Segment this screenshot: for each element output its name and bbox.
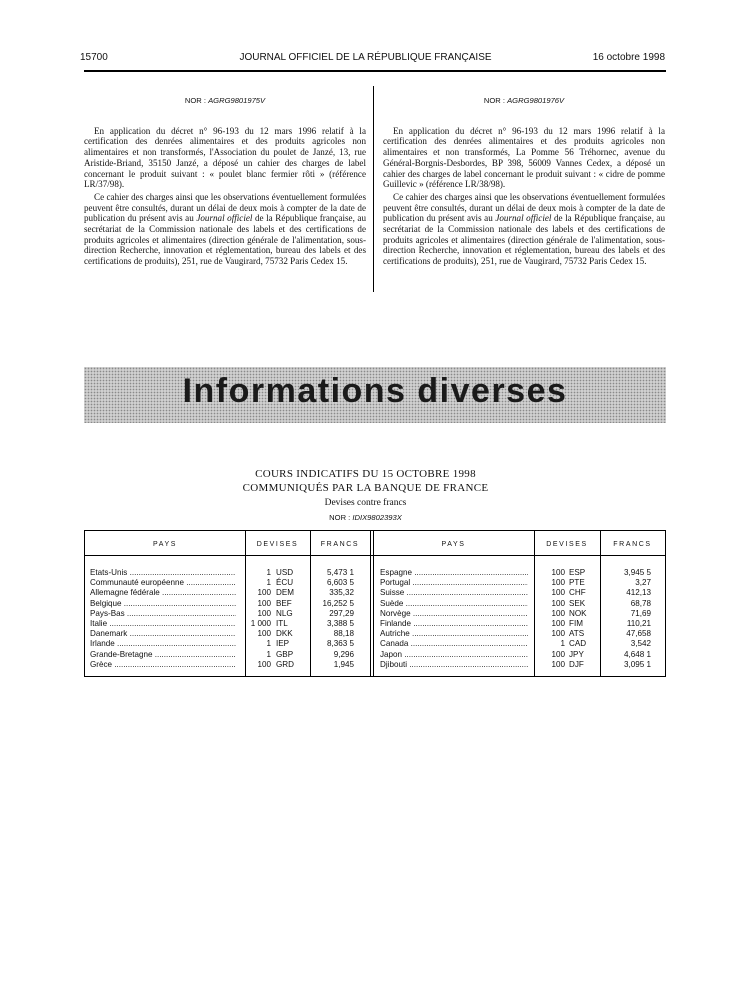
table-row	[85, 609, 370, 619]
francs-cell: 16,252 5	[322, 598, 354, 608]
nor-reference: NOR : AGRG9801976V	[483, 96, 565, 105]
quantity-cell: 1	[266, 639, 271, 649]
quantity-cell: 100	[257, 598, 271, 608]
quantity-cell: 100	[551, 598, 565, 608]
quantity-cell: 100	[551, 649, 565, 659]
table-row	[85, 660, 370, 670]
currency-code-cell: DJF	[569, 659, 584, 669]
table-row	[85, 629, 370, 639]
rates-subtitle: Devises contre francs	[324, 498, 407, 508]
notice-left	[84, 96, 366, 269]
table-row	[373, 650, 665, 660]
quantity-cell: 1 000	[250, 618, 271, 628]
issue-date: 16 octobre 1998	[592, 52, 665, 63]
nor-reference: NOR : IDIX9802393X	[329, 513, 402, 522]
currency-code-cell: FIM	[569, 618, 583, 628]
header-devises: DEVISES	[546, 541, 588, 548]
francs-cell: 335,32	[329, 588, 354, 598]
country-cell: Danemark .....	[90, 629, 236, 639]
currency-code-cell: CAD	[569, 639, 587, 649]
quantity-cell: 100	[257, 659, 271, 669]
table-row	[373, 619, 665, 629]
country-cell: Norvège .....	[380, 609, 528, 619]
notice-paragraph: En application du décret n° 96-193 du 12 mars 1996 relatif à la certification des denrées alimentaires et des produits agricoles non alimentaires et non transformés, l'Association du poulet de Janzé, 13, rue Aristide-Briand, 35150 Janzé, a déposé un cahier des charges de label concernant le produit suivant : « poulet blanc fermier rôti » (référence LR/37/98).	[84, 125, 366, 190]
currency-code-cell: ÉCU	[276, 578, 294, 588]
currency-code-cell: JPY	[569, 649, 584, 659]
francs-cell: 1,945	[333, 659, 354, 669]
quantity-cell: 100	[551, 659, 565, 669]
quantity-cell: 100	[257, 629, 271, 639]
francs-cell: 8,363 5	[326, 639, 354, 649]
currency-code-cell: SEK	[569, 598, 586, 608]
country-cell: Espagne .....	[380, 568, 528, 578]
header-francs: FRANCS	[320, 541, 360, 548]
notice-paragraph: En application du décret n° 96-193 du 12 mars 1996 relatif à la certification des denrées alimentaires et des produits agricoles non alimentaires et non transformés, La Pomme 56 Tréhornec, avenue du Général-Borgnis-Desbordes, BP 398, 56009 Vannes Cedex, a déposé un cahier des charges de label concernant le produit suivant : « cidre de pomme Guillevic » (référence LR/38/98).	[383, 125, 665, 190]
francs-cell: 3,095 1	[623, 659, 651, 669]
francs-cell: 3,388 5	[326, 618, 354, 628]
country-cell: Irlande .....	[90, 639, 236, 649]
section-banner	[84, 367, 666, 423]
country-cell: Portugal .....	[380, 578, 528, 588]
country-cell: Djibouti .....	[380, 660, 528, 670]
francs-cell: 412,13	[626, 588, 651, 598]
table-row	[85, 619, 370, 629]
rates-title-line1: COURS INDICATIFS DU 15 OCTOBRE 1998	[255, 468, 476, 480]
country-cell: Canada .....	[380, 639, 528, 649]
francs-cell: 3,945 5	[623, 568, 651, 577]
country-cell: Grande-Bretagne .....	[90, 650, 236, 660]
quantity-cell: 100	[551, 588, 565, 598]
notice-right	[383, 96, 665, 269]
header-rule	[84, 70, 666, 72]
quantity-cell: 100	[551, 578, 565, 588]
country-cell: Suède .....	[380, 599, 528, 609]
currency-code-cell: NOK	[569, 608, 587, 618]
francs-cell: 297,29	[329, 608, 354, 618]
country-cell: Etats-Unis .....	[90, 568, 236, 578]
rates-rows-left	[85, 568, 370, 670]
currency-code-cell: DEM	[276, 588, 294, 598]
table-row	[85, 650, 370, 660]
country-cell: Belgique .....	[90, 599, 236, 609]
francs-cell: 4,648 1	[623, 649, 651, 659]
table-row	[85, 639, 370, 649]
currency-code-cell: ESP	[569, 568, 586, 577]
table-row	[85, 568, 370, 578]
francs-cell: 68,78	[630, 598, 651, 608]
currency-code-cell: ITL	[276, 618, 288, 628]
column-divider	[373, 86, 374, 292]
nor-reference: NOR : AGRG9801975V	[184, 96, 266, 105]
quantity-cell: 1	[560, 639, 565, 649]
francs-cell: 5,473 1	[326, 568, 354, 577]
rates-rows-right	[373, 568, 665, 670]
quantity-cell: 100	[257, 588, 271, 598]
table-row	[373, 578, 665, 588]
rates-title-line2: COMMUNIQUÉS PAR LA BANQUE DE FRANCE	[242, 482, 489, 494]
currency-code-cell: USD	[276, 568, 294, 577]
table-row	[85, 588, 370, 598]
francs-cell: 110,21	[626, 618, 651, 628]
currency-code-cell: BEF	[276, 598, 292, 608]
francs-cell: 88,18	[333, 629, 354, 639]
table-row	[373, 568, 665, 578]
currency-code-cell: ATS	[569, 629, 585, 639]
banner-title: Informations diverses	[182, 372, 568, 410]
country-cell: Autriche .....	[380, 629, 528, 639]
table-row	[373, 588, 665, 598]
table-row	[373, 639, 665, 649]
quantity-cell: 100	[551, 629, 565, 639]
currency-code-cell: GBP	[276, 649, 294, 659]
country-cell: Finlande .....	[380, 619, 528, 629]
table-header-rule	[85, 555, 665, 556]
country-cell: Pays-Bas .....	[90, 609, 236, 619]
notice-paragraph: Ce cahier des charges ainsi que les observations éventuellement formulées peuvent être consultés, durant un délai de deux mois à compter de la date de publication du présent avis au Journal officiel de la République française, au secrétariat de la Commission nationale des labels et des certifications de produits agricoles et alimentaires (direction générale de l'alimentation, sous-direction Recherche, innovation et réglementation, bureau des labels et des certifications de produits), 251, rue de Vaugirard, 75732 Paris Cedex 15.	[84, 191, 366, 267]
quantity-cell: 100	[551, 608, 565, 618]
header-pays: PAYS	[441, 541, 466, 548]
country-cell: Grèce .....	[90, 660, 236, 670]
quantity-cell: 1	[266, 578, 271, 588]
currency-code-cell: NLG	[276, 608, 293, 618]
notice-paragraph: Ce cahier des charges ainsi que les observations éventuellement formulées peuvent être consultés, durant un délai de deux mois à compter de la date de publication du présent avis au Journal officiel de la République française, au secrétariat de la Commission nationale des labels et des certifications de produits agricoles et alimentaires (direction générale de l'alimentation, sous-direction Recherche, innovation et réglementation, bureau des labels et des certifications de produits), 251, rue de Vaugirard, 75732 Paris Cedex 15.	[383, 191, 665, 267]
quantity-cell: 100	[257, 608, 271, 618]
quantity-cell: 100	[551, 568, 565, 577]
header-pays: PAYS	[152, 541, 178, 548]
francs-cell: 9,296	[333, 649, 354, 659]
francs-cell: 3,27	[635, 578, 651, 588]
table-row	[373, 629, 665, 639]
journal-title: JOURNAL OFFICIEL DE LA RÉPUBLIQUE FRANÇAISE	[239, 52, 492, 63]
currency-code-cell: IEP	[276, 639, 290, 649]
currency-code-cell: GRD	[276, 659, 294, 669]
table-row	[373, 660, 665, 670]
francs-cell: 47,658	[626, 629, 651, 639]
header-devises: DEVISES	[256, 541, 299, 548]
country-cell: Communauté européenne .....	[90, 578, 236, 588]
country-cell: Allemagne fédérale .....	[90, 588, 236, 598]
country-cell: Italie .....	[90, 619, 236, 629]
quantity-cell: 100	[551, 618, 565, 628]
table-row	[85, 599, 370, 609]
francs-cell: 3,542	[630, 639, 651, 649]
table-row	[373, 599, 665, 609]
table-row	[85, 578, 370, 588]
page-number: 15700	[80, 52, 108, 63]
currency-code-cell: PTE	[569, 578, 585, 588]
table-row	[373, 609, 665, 619]
francs-cell: 71,69	[630, 608, 651, 618]
currency-code-cell: DKK	[276, 629, 293, 639]
currency-code-cell: CHF	[569, 588, 586, 598]
country-cell: Japon .....	[380, 650, 528, 660]
country-cell: Suisse .....	[380, 588, 528, 598]
quantity-cell: 1	[266, 649, 271, 659]
column-rule	[370, 531, 371, 676]
quantity-cell: 1	[266, 568, 271, 577]
exchange-rates-table	[84, 530, 666, 677]
francs-cell: 6,603 5	[326, 578, 354, 588]
header-francs: FRANCS	[613, 541, 652, 548]
